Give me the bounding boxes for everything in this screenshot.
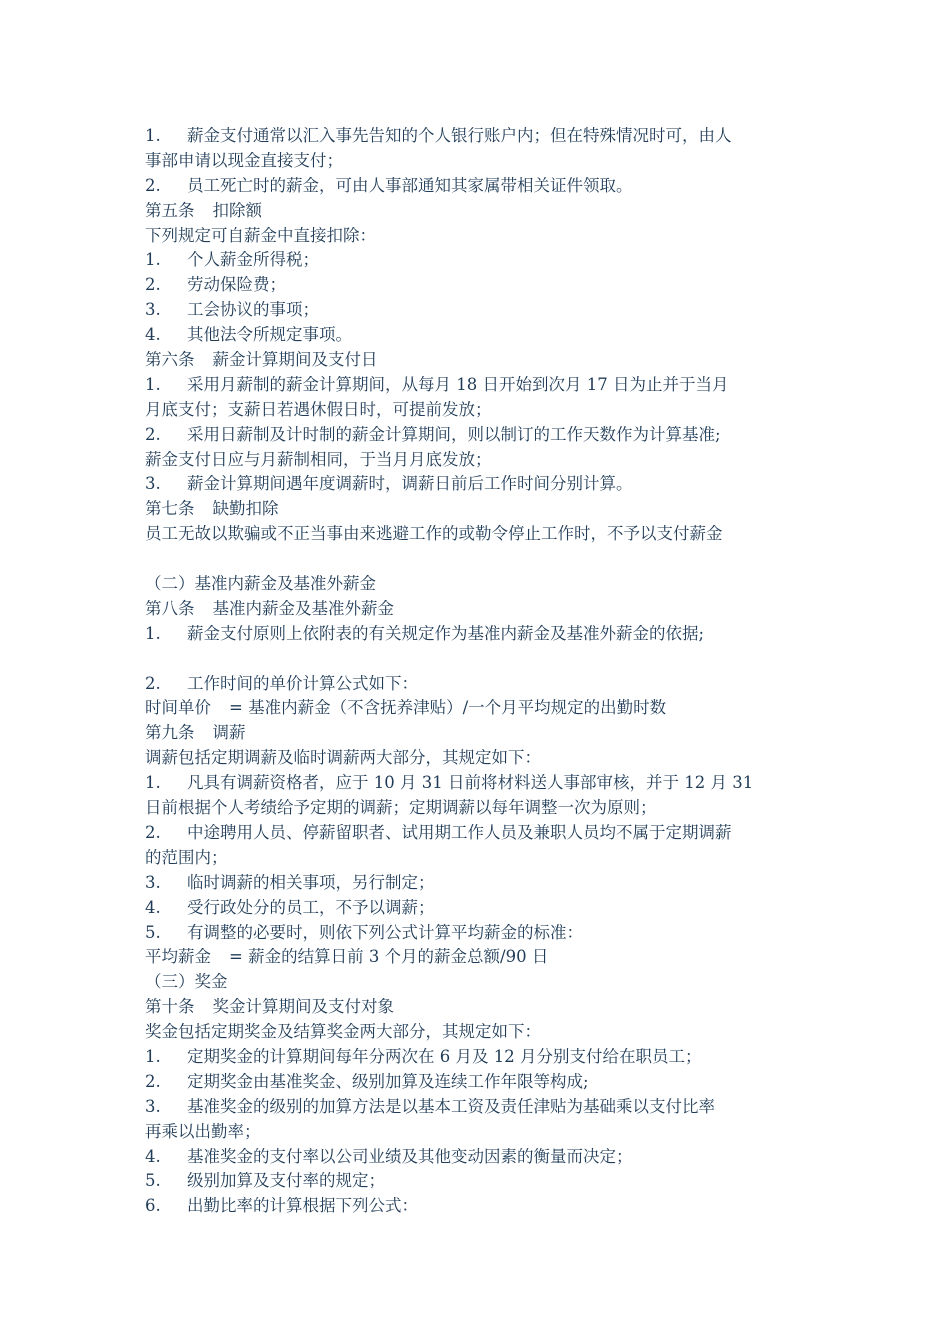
- list-number: 6.: [145, 1196, 161, 1216]
- list-item: [145, 323, 815, 348]
- line-text: 员工无故以欺骗或不正当事由来逃避工作的或勒令停止工作时，不予以支付薪金: [145, 524, 723, 544]
- list-item: [145, 921, 815, 946]
- list-number: 2.: [145, 822, 161, 842]
- list-item: [145, 124, 815, 149]
- line-text: 薪金支付原则上依附表的有关规定作为基准内薪金及基准外薪金的依据;: [187, 623, 705, 643]
- paragraph-line: [145, 970, 815, 995]
- line-text: （二）基准内薪金及基准外薪金: [145, 574, 376, 594]
- line-text: 有调整的必要时，则依下列公式计算平均薪金的标准：: [187, 922, 583, 942]
- line-text: 扣除额: [212, 200, 262, 220]
- paragraph-line: [145, 746, 815, 771]
- list-item: [145, 1045, 815, 1070]
- section-heading: [145, 199, 815, 224]
- list-item: [145, 298, 815, 323]
- continuation-line: 再乘以出勤率；: [145, 1121, 261, 1141]
- section-heading: [145, 497, 815, 522]
- list-item: [145, 1194, 815, 1219]
- line-text: 凡具有调薪资格者，应于 10 月 31 日前将材料送人事部审核，并于 12 月 31: [187, 773, 754, 793]
- list-item: [145, 174, 815, 199]
- list-item: [145, 423, 815, 448]
- list-number: 2.: [145, 275, 161, 295]
- list-number: 1.: [145, 623, 161, 643]
- list-item: [145, 1095, 815, 1120]
- list-number: 3.: [145, 1096, 161, 1116]
- line-text: 薪金支付通常以汇入事先告知的个人银行账户内；但在特殊情况时可，由人: [187, 126, 732, 145]
- list-item: [145, 871, 815, 896]
- paragraph-line: [145, 224, 815, 249]
- blank-line: [145, 547, 815, 572]
- line-text: （三）奖金: [145, 972, 228, 992]
- list-number: 2.: [145, 175, 161, 195]
- line-text: 采用日薪制及计时制的薪金计算期间，则以制订的工作天数作为计算基准;: [187, 424, 721, 444]
- line-text: 工会协议的事项；: [187, 300, 319, 320]
- list-item: [145, 1070, 815, 1095]
- section-heading: [145, 696, 815, 721]
- list-item: [145, 472, 815, 497]
- line-text: 薪金计算期间遇年度调薪时，调薪日前后工作时间分别计算。: [187, 474, 633, 494]
- list-number: 5.: [145, 1171, 161, 1191]
- list-number: 1.: [145, 374, 161, 394]
- line-text: 临时调薪的相关事项，另行制定；: [187, 872, 435, 892]
- list-number: 3.: [145, 474, 161, 494]
- list-number: 1.: [145, 250, 161, 270]
- line-text: 其他法令所规定事项。: [187, 325, 352, 345]
- list-number: 3.: [145, 300, 161, 320]
- line-text: 调薪包括定期调薪及临时调薪两大部分，其规定如下：: [145, 748, 541, 768]
- heading-label: 时间单价: [145, 698, 211, 718]
- list-item: [145, 771, 815, 796]
- heading-label: 第九条: [145, 723, 195, 743]
- section-heading: [145, 995, 815, 1020]
- line-text: 级别加算及支付率的规定；: [187, 1171, 385, 1191]
- continuation-line: 事部申请以现金直接支付；: [145, 150, 343, 170]
- list-item: [145, 821, 815, 846]
- list-item: [145, 896, 815, 921]
- paragraph-line: [145, 572, 815, 597]
- paragraph-line: [145, 1020, 815, 1045]
- list-item: [145, 1145, 815, 1170]
- line-text: 劳动保险费；: [187, 275, 286, 295]
- line-text: = 基准内薪金（不含抚养津贴）/一个月平均规定的出勤时数: [229, 698, 667, 718]
- list-item: [145, 622, 815, 647]
- list-number: 1.: [145, 773, 161, 793]
- continuation-line: 薪金支付日应与月薪制相同，于当月月底发放；: [145, 449, 492, 469]
- list-item: [145, 1169, 815, 1194]
- line-text: 定期奖金由基准奖金、级别加算及连续工作年限等构成;: [187, 1071, 589, 1091]
- continuation-line: 的范围内；: [145, 847, 228, 867]
- line-text: 员工死亡时的薪金，可由人事部通知其家属带相关证件领取。: [187, 175, 633, 195]
- line-text: 下列规定可自薪金中直接扣除：: [145, 225, 376, 245]
- paragraph-line: [145, 522, 815, 547]
- line-text: 基准奖金的级别的加算方法是以基本工资及责任津贴为基础乘以支付比率: [187, 1096, 715, 1116]
- list-item: [145, 672, 815, 697]
- list-number: 2.: [145, 1071, 161, 1091]
- line-text: 奖金计算期间及支付对象: [212, 997, 394, 1017]
- section-heading: [145, 597, 815, 622]
- section-heading: [145, 348, 815, 373]
- list-number: 1.: [145, 126, 161, 145]
- line-text: 缺勤扣除: [212, 499, 279, 519]
- list-number: 2.: [145, 673, 161, 693]
- line-text: 受行政处分的员工，不予以调薪；: [187, 897, 435, 917]
- line-text: 中途聘用人员、停薪留职者、试用期工作人员及兼职人员均不属于定期调薪: [187, 822, 732, 842]
- continuation-line: 日前根据个人考绩给予定期的调薪；定期调薪以每年调整一次为原则；: [145, 798, 657, 818]
- line-text: 薪金计算期间及支付日: [212, 350, 378, 370]
- document-body: [145, 124, 815, 1219]
- line-text: = 薪金的结算日前 3 个月的薪金总额/90 日: [229, 947, 549, 967]
- list-number: 1.: [145, 1046, 161, 1066]
- blank-line: [145, 647, 815, 672]
- line-text: 定期奖金的计算期间每年分两次在 6 月及 12 月分别支付给在职员工；: [187, 1046, 702, 1066]
- list-item: [145, 273, 815, 298]
- list-number: 2.: [145, 424, 161, 444]
- list-number: 5.: [145, 922, 161, 942]
- heading-label: 第六条: [145, 350, 195, 370]
- list-item: [145, 373, 815, 398]
- list-number: 4.: [145, 325, 161, 345]
- line-text: 调薪: [212, 723, 246, 743]
- heading-label: 平均薪金: [145, 947, 211, 967]
- line-text: 出勤比率的计算根据下列公式：: [187, 1196, 418, 1216]
- line-text: 个人薪金所得税；: [187, 250, 319, 270]
- section-heading: [145, 721, 815, 746]
- line-text: 工作时间的单价计算公式如下：: [187, 673, 418, 693]
- line-text: 基准奖金的支付率以公司业绩及其他变动因素的衡量而决定；: [187, 1146, 633, 1166]
- line-text: 采用月薪制的薪金计算期间，从每月 18 日开始到次月 17 日为止并于当月: [187, 374, 729, 394]
- heading-label: 第十条: [145, 997, 195, 1017]
- continuation-line: 月底支付；支薪日若遇休假日时，可提前发放；: [145, 399, 492, 419]
- line-text: 基准内薪金及基准外薪金: [212, 598, 394, 618]
- list-number: 3.: [145, 872, 161, 892]
- list-item: [145, 248, 815, 273]
- heading-label: 第五条: [145, 200, 195, 220]
- line-text: 奖金包括定期奖金及结算奖金两大部分，其规定如下：: [145, 1022, 541, 1042]
- list-number: 4.: [145, 897, 161, 917]
- heading-label: 第七条: [145, 499, 195, 519]
- section-heading: [145, 945, 815, 970]
- heading-label: 第八条: [145, 598, 195, 618]
- list-number: 4.: [145, 1146, 161, 1166]
